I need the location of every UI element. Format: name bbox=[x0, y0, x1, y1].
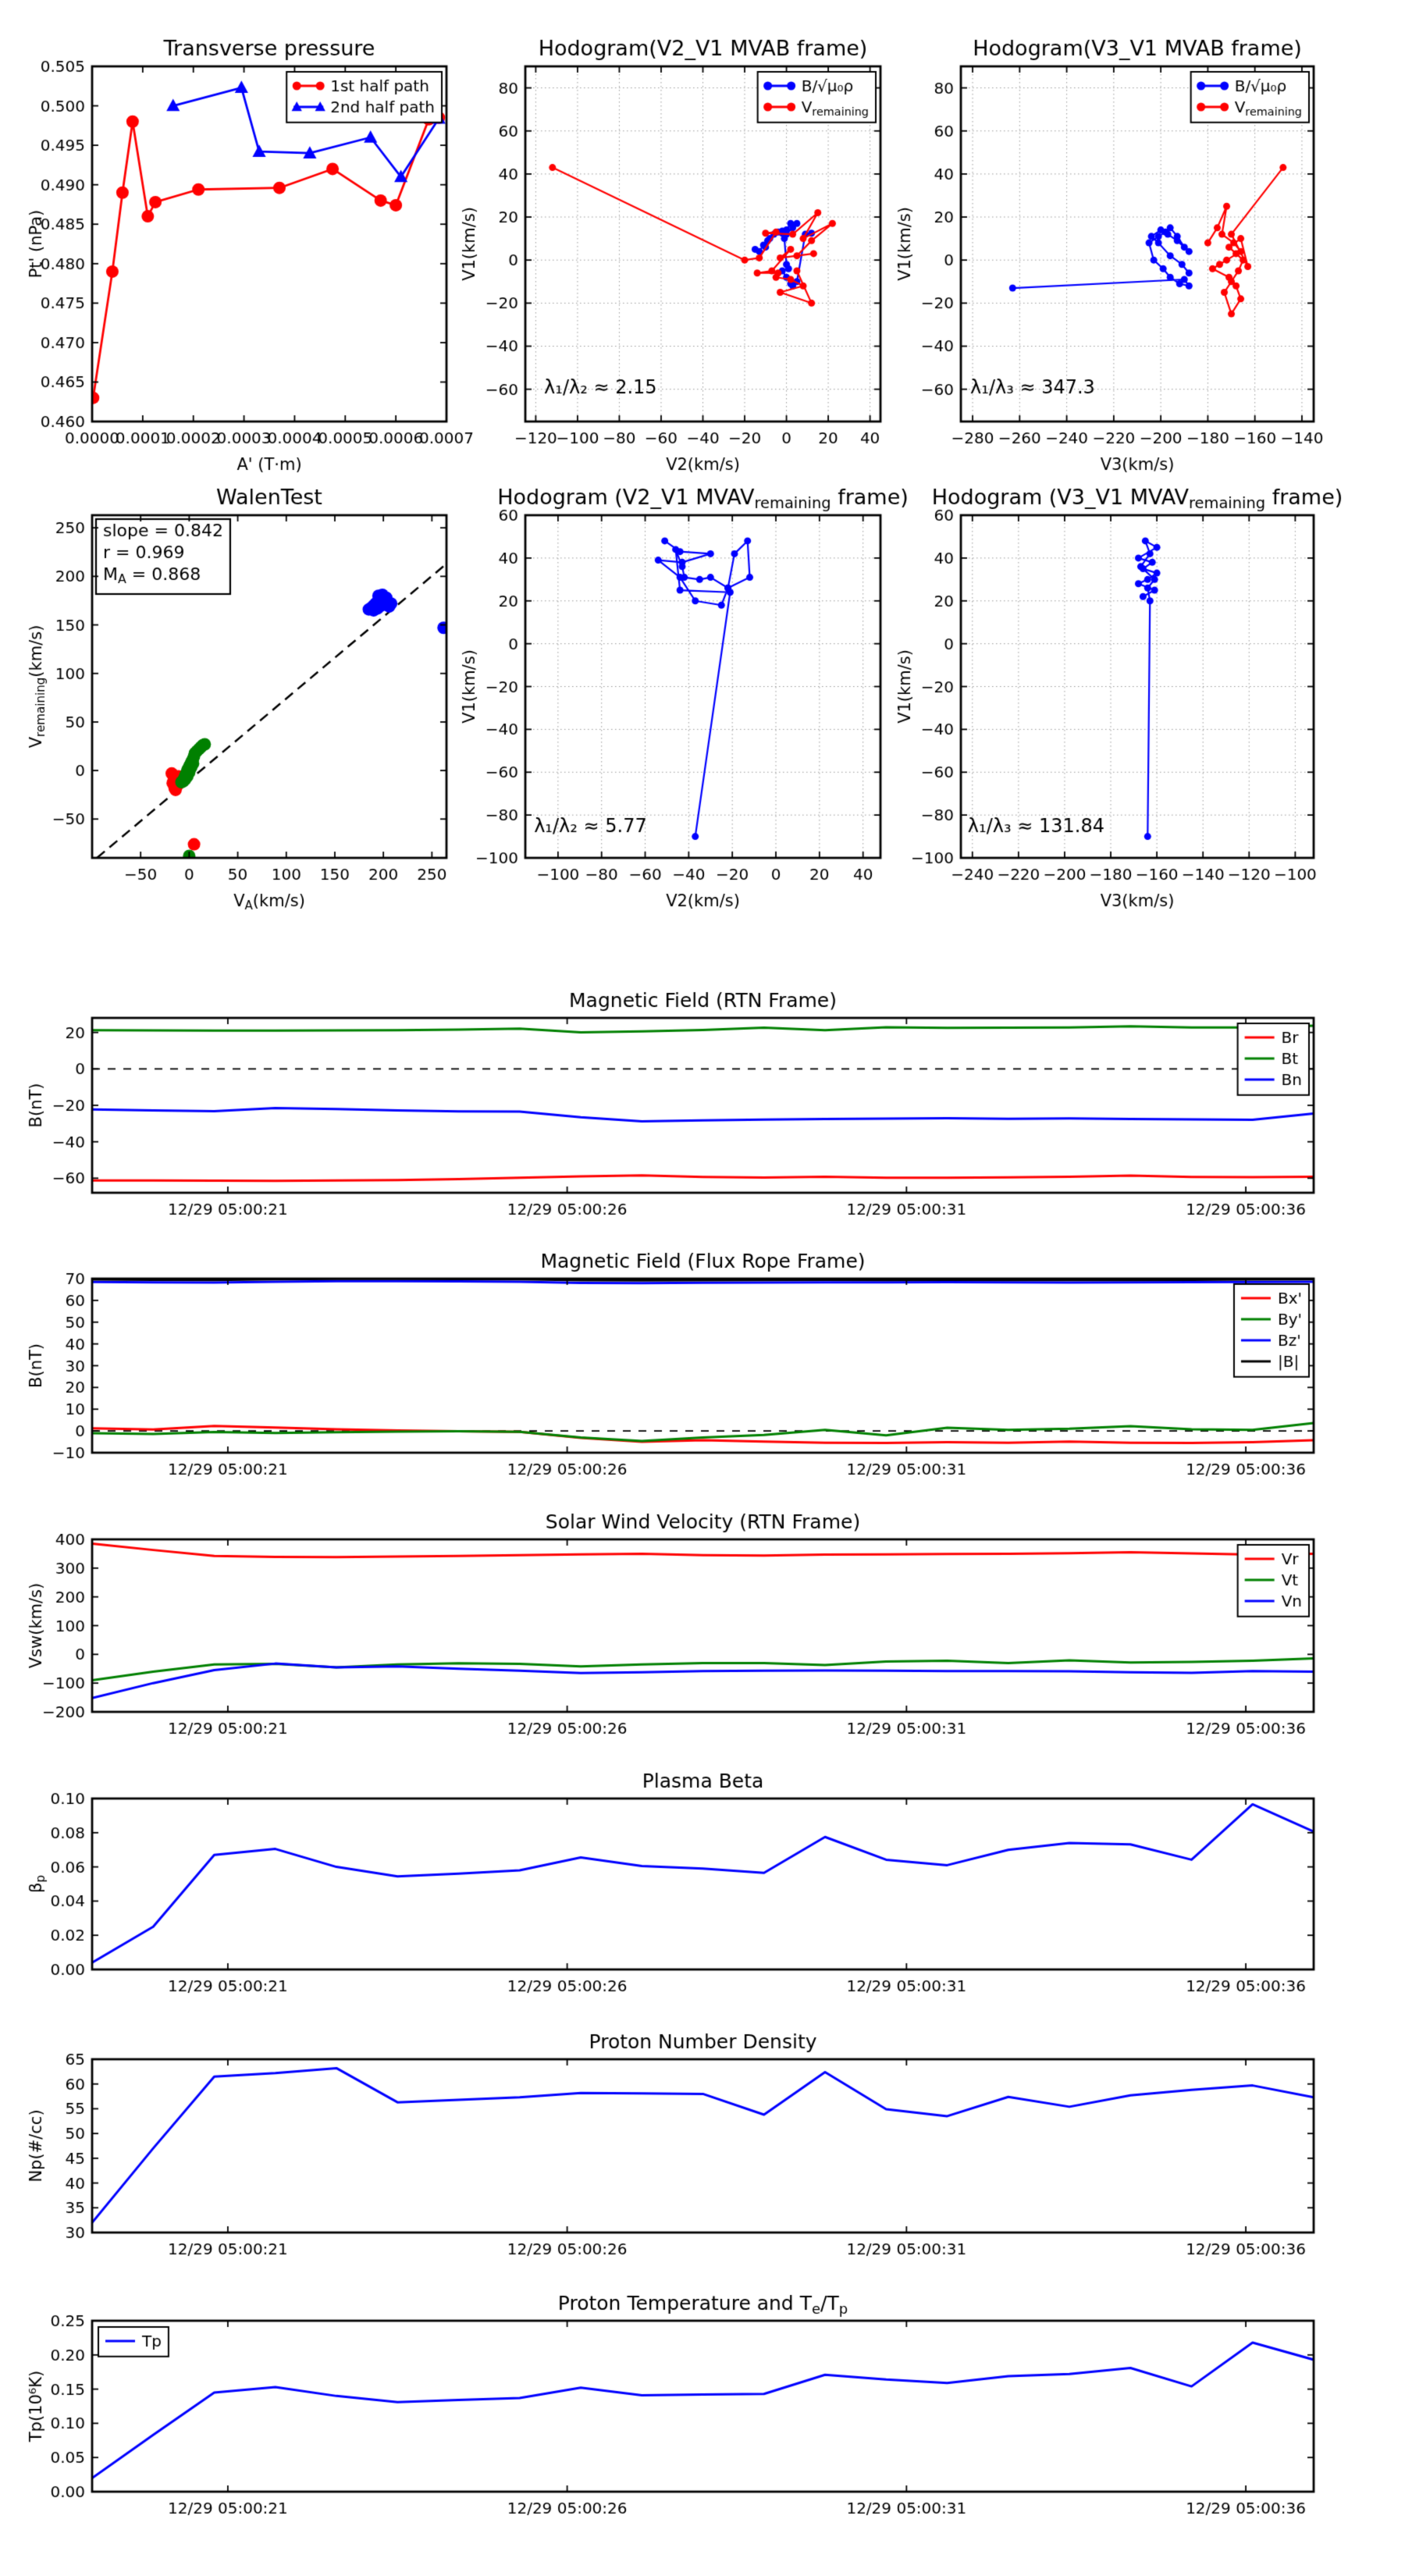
chart-title-text bbox=[31, 1241, 32, 1242]
chart-title-text bbox=[31, 31, 32, 32]
chart-solar-wind-velocity bbox=[31, 1503, 1374, 1752]
chart-proton-number-density bbox=[31, 2023, 1374, 2273]
chart-hodogram-v3v1-mvab bbox=[905, 31, 1374, 476]
chart-walen-test bbox=[31, 480, 468, 933]
chart-transverse-pressure bbox=[31, 31, 468, 476]
chart-magnetic-field-flux-rope bbox=[31, 1241, 1374, 1491]
chart-title-text bbox=[468, 480, 469, 481]
chart-title-text bbox=[31, 480, 32, 481]
chart-title-text bbox=[905, 31, 906, 32]
chart-hodogram-v2v1-mvav bbox=[468, 480, 905, 933]
chart-proton-temperature bbox=[31, 2283, 1374, 2541]
chart-hodogram-v2v1-mvab bbox=[468, 31, 905, 476]
chart-title-text bbox=[31, 2283, 32, 2284]
chart-title-text bbox=[468, 31, 469, 32]
chart-magnetic-field-rtn bbox=[31, 980, 1374, 1229]
chart-plasma-beta bbox=[31, 1763, 1374, 2012]
chart-title-text bbox=[31, 2023, 32, 2024]
chart-hodogram-v3v1-mvav bbox=[905, 480, 1374, 933]
chart-title-text bbox=[905, 480, 906, 481]
